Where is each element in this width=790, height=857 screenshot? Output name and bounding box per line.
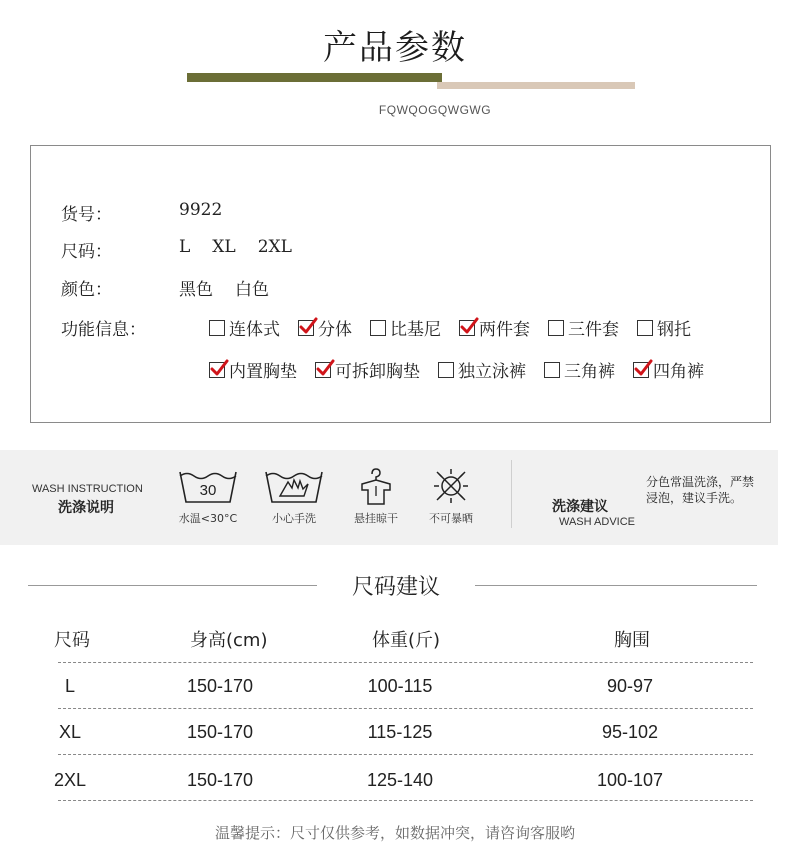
wash-advice-text: 分色常温洗涤，严禁浸泡，建议手洗。 xyxy=(646,475,755,505)
color-value: 白色 xyxy=(235,280,269,300)
product-code-text: FQWQOGQWGWG xyxy=(378,103,492,117)
size-value: 2XL xyxy=(257,237,292,257)
function-option xyxy=(544,357,615,382)
function-option-label: 连体式 xyxy=(229,320,280,340)
table-cell: 150-170 xyxy=(186,770,254,790)
function-option xyxy=(370,315,441,340)
function-option xyxy=(438,357,526,382)
table-cell: 100-115 xyxy=(367,676,433,696)
function-options-row-2 xyxy=(209,357,722,383)
table-cell: 150-170 xyxy=(186,676,254,696)
title-underline-green xyxy=(187,73,442,82)
wash-tub-30-icon xyxy=(172,466,244,506)
wash-title-cn: 洗涤说明 xyxy=(58,500,114,516)
table-cell: 115-125 xyxy=(367,722,433,742)
unchecked-checkbox-icon xyxy=(370,320,386,336)
function-option-label: 内置胸垫 xyxy=(229,362,297,382)
function-label: 功能信息： xyxy=(61,320,146,340)
checked-checkbox-icon xyxy=(633,362,649,378)
table-cell: 90-97 xyxy=(606,676,654,696)
function-option-label: 比基尼 xyxy=(390,320,441,340)
function-option xyxy=(298,315,352,340)
function-option xyxy=(548,315,619,340)
size-title-line-right xyxy=(475,585,757,586)
table-cell: 100-107 xyxy=(596,770,664,790)
function-option-label: 可拆卸胸垫 xyxy=(335,362,420,382)
unchecked-checkbox-icon xyxy=(438,362,454,378)
hang-dry-icon xyxy=(340,466,412,506)
checked-checkbox-icon xyxy=(209,362,225,378)
item-no-label: 货号： xyxy=(61,205,112,225)
wash-divider xyxy=(511,460,512,528)
table-divider xyxy=(58,708,753,709)
wash-instruction-strip xyxy=(0,450,778,545)
wash-advice-en: WASH ADVICE xyxy=(559,516,635,528)
wash-item xyxy=(340,466,412,525)
function-option-label: 四角裤 xyxy=(653,362,704,382)
function-option xyxy=(633,357,704,382)
function-options-row-1 xyxy=(209,315,709,341)
table-header-weight: 体重(斤) xyxy=(372,630,441,651)
size-guide-title: 尺码建议 xyxy=(351,575,440,600)
function-option-label: 独立泳裤 xyxy=(458,362,526,382)
table-header-height: 身高(cm) xyxy=(190,630,268,651)
table-header-size: 尺码 xyxy=(54,630,90,651)
wash-title-en: WASH INSTRUCTION xyxy=(32,483,143,495)
wash-advice-cn: 洗涤建议 xyxy=(552,499,608,515)
unchecked-checkbox-icon xyxy=(544,362,560,378)
unchecked-checkbox-icon xyxy=(637,320,653,336)
function-option-label: 两件套 xyxy=(479,320,530,340)
table-cell: 125-140 xyxy=(366,770,434,790)
no-sun-icon xyxy=(415,466,487,506)
function-option-label: 三角裤 xyxy=(564,362,615,382)
size-label: 尺码： xyxy=(61,242,112,262)
item-no-value: 9922 xyxy=(179,200,223,220)
table-cell: XL xyxy=(58,722,82,742)
wash-item xyxy=(415,466,487,525)
wash-item xyxy=(172,466,244,525)
wash-item-label: 水温<30°C xyxy=(178,512,238,525)
checked-checkbox-icon xyxy=(298,320,314,336)
size-title-line-left xyxy=(28,585,317,586)
table-cell: L xyxy=(64,676,75,696)
wash-item-label: 悬挂晾干 xyxy=(354,512,398,525)
table-divider xyxy=(58,662,753,663)
product-params-box xyxy=(30,145,771,423)
hand-wash-icon xyxy=(258,466,330,506)
size-tip: 温馨提示：尺寸仅供参考，如数据冲突，请咨询客服哟 xyxy=(214,824,575,842)
function-option xyxy=(459,315,530,340)
table-divider xyxy=(58,754,753,755)
table-cell: 95-102 xyxy=(601,722,659,742)
wash-temp-number: 30 xyxy=(199,482,217,499)
function-option-label: 分体 xyxy=(318,320,352,340)
color-values xyxy=(179,275,291,300)
color-value: 黑色 xyxy=(179,280,213,300)
function-option xyxy=(637,315,691,340)
size-value: XL xyxy=(212,237,236,257)
unchecked-checkbox-icon xyxy=(548,320,564,336)
wash-item-label: 不可暴晒 xyxy=(429,512,473,525)
function-option-label: 钢托 xyxy=(657,320,691,340)
wash-item-label: 小心手洗 xyxy=(272,512,316,525)
table-header-bust: 胸围 xyxy=(614,630,650,651)
function-option xyxy=(209,315,280,340)
color-label: 颜色： xyxy=(61,280,112,300)
table-cell: 150-170 xyxy=(186,722,254,742)
function-option xyxy=(209,357,297,382)
wash-item xyxy=(258,466,330,525)
title-underline-beige xyxy=(437,82,635,89)
checked-checkbox-icon xyxy=(315,362,331,378)
function-option-label: 三件套 xyxy=(568,320,619,340)
checked-checkbox-icon xyxy=(459,320,475,336)
size-values xyxy=(179,237,314,257)
page-title: 产品参数 xyxy=(323,28,467,68)
size-value: L xyxy=(179,237,191,257)
unchecked-checkbox-icon xyxy=(209,320,225,336)
table-divider xyxy=(58,800,753,801)
function-option xyxy=(315,357,420,382)
function-row xyxy=(61,315,761,385)
table-cell: 2XL xyxy=(53,770,87,790)
